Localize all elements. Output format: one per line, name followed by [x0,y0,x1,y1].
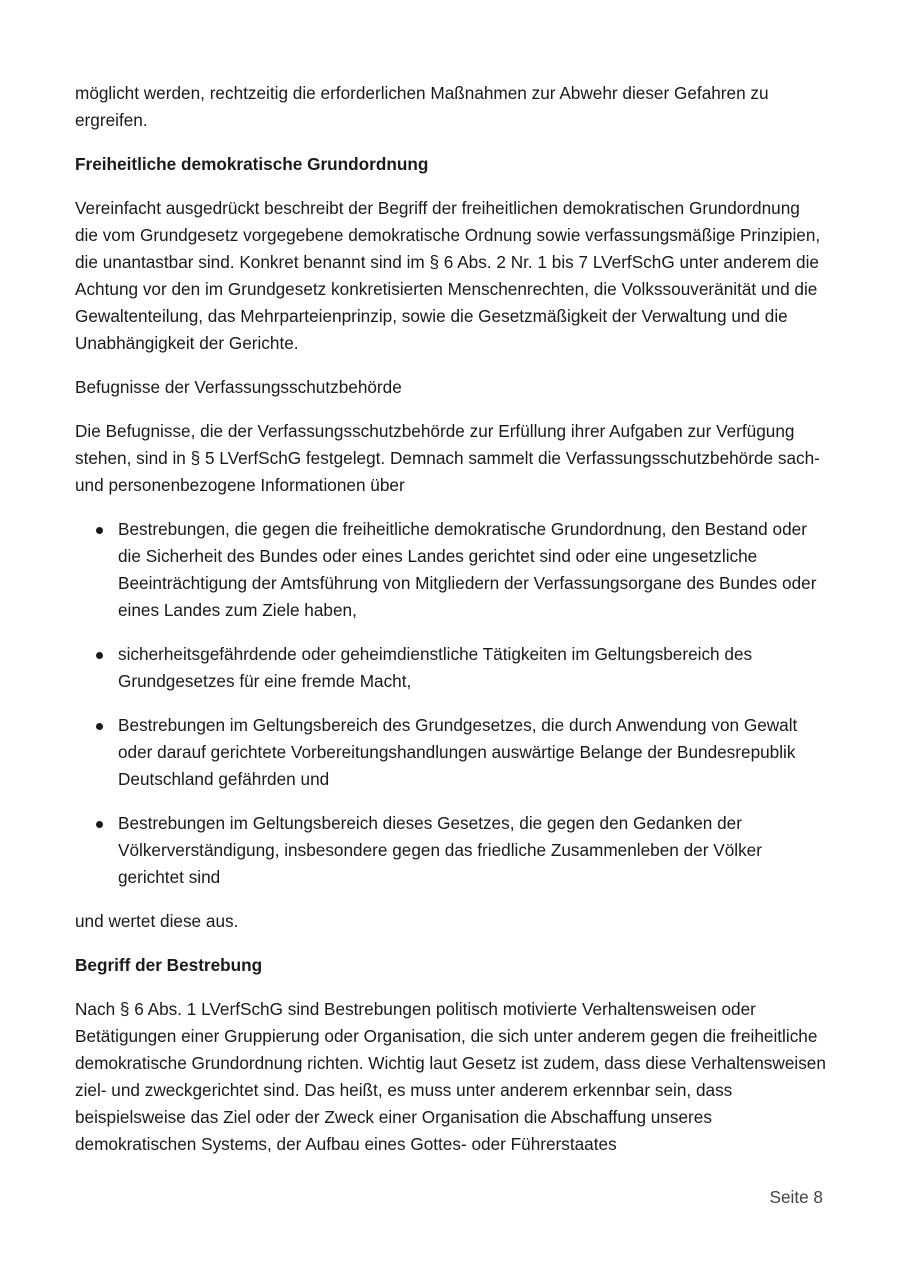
bullet-icon [96,652,103,659]
after-list-paragraph: und wertet diese aus. [75,911,239,931]
paragraph-befugnisse: Die Befugnisse, die der Verfassungsschutzbehörde zur Erfüllung ihrer Aufgaben zur Verfügung stehen, sind in § 5 LVerfSchG festgelegt. Demnach sammelt die Verfassungsschutzbehörde sach- und personenbezogene Informationen über [75,421,820,495]
bullet-icon [96,527,103,534]
section-heading-befugnisse: Befugnisse der Verfassungsschutzbehörde [75,377,402,397]
intro-paragraph: möglicht werden, rechtzeitig die erforderlichen Maßnahmen zur Abwehr dieser Gefahren zu ergreifen. [75,83,769,130]
list-item-text: sicherheitsgefährdende oder geheimdienstliche Tätigkeiten im Geltungsbereich des Grundgesetzes für eine fremde Macht, [118,644,753,691]
bullet-icon [96,821,103,828]
bullet-list [75,516,827,891]
section-heading-grundordnung: Freiheitliche demokratische Grundordnung [75,154,429,174]
list-item [75,712,827,793]
paragraph-bestrebung: Nach § 6 Abs. 1 LVerfSchG sind Bestrebungen politisch motivierte Verhaltensweisen oder Betätigungen einer Gruppierung oder Organisation, die sich unter anderem gegen die freiheitliche demokratische Grundordnung richten. Wichtig laut Gesetz ist zudem, dass diese Verhaltensweisen ziel- und zweckgerichtet sind. Das heißt, es muss unter anderem erkennbar sein, dass beispielsweise das Ziel oder der Zweck einer Organisation die Abschaffung unseres demokratischen Systems, der Aufbau eines Gottes- oder Führerstaates [75,999,826,1154]
document-page [75,80,827,1175]
list-item [75,810,827,891]
page-number: Seite 8 [769,1187,823,1207]
list-item-text: Bestrebungen, die gegen die freiheitliche demokratische Grundordnung, den Bestand oder die Sicherheit des Bundes oder eines Landes gerichtet sind oder eine ungesetzliche Beeinträchtigung der Amtsführung von Mitgliedern der Verfassungsorgane des Bundes oder eines Landes zum Ziele haben, [118,519,817,620]
list-item-text: Bestrebungen im Geltungsbereich dieses Gesetzes, die gegen den Gedanken der Völkerverständigung, insbesondere gegen das friedliche Zusammenleben der Völker gerichtet sind [118,813,762,887]
list-item [75,641,827,695]
section-heading-bestrebung: Begriff der Bestrebung [75,955,263,975]
bullet-icon [96,723,103,730]
list-item-text: Bestrebungen im Geltungsbereich des Grundgesetzes, die durch Anwendung von Gewalt oder darauf gerichtete Vorbereitungshandlungen auswärtige Belange der Bundesrepublik Deutschland gefährden und [118,715,798,789]
paragraph-grundordnung: Vereinfacht ausgedrückt beschreibt der Begriff der freiheitlichen demokratischen Grundordnung die vom Grundgesetz vorgegebene demokratische Ordnung sowie verfassungsmäßige Prinzipien, die unantastbar sind. Konkret benannt sind im § 6 Abs. 2 Nr. 1 bis 7 LVerfSchG unter anderem die Achtung vor den im Grundgesetz konkretisierten Menschenrechten, die Volkssouveränität und die Gewaltenteilung, das Mehrparteienprinzip, sowie die Gesetzmäßigkeit der Verwaltung und die Unabhängigkeit der Gerichte. [75,198,821,353]
list-item [75,516,827,624]
